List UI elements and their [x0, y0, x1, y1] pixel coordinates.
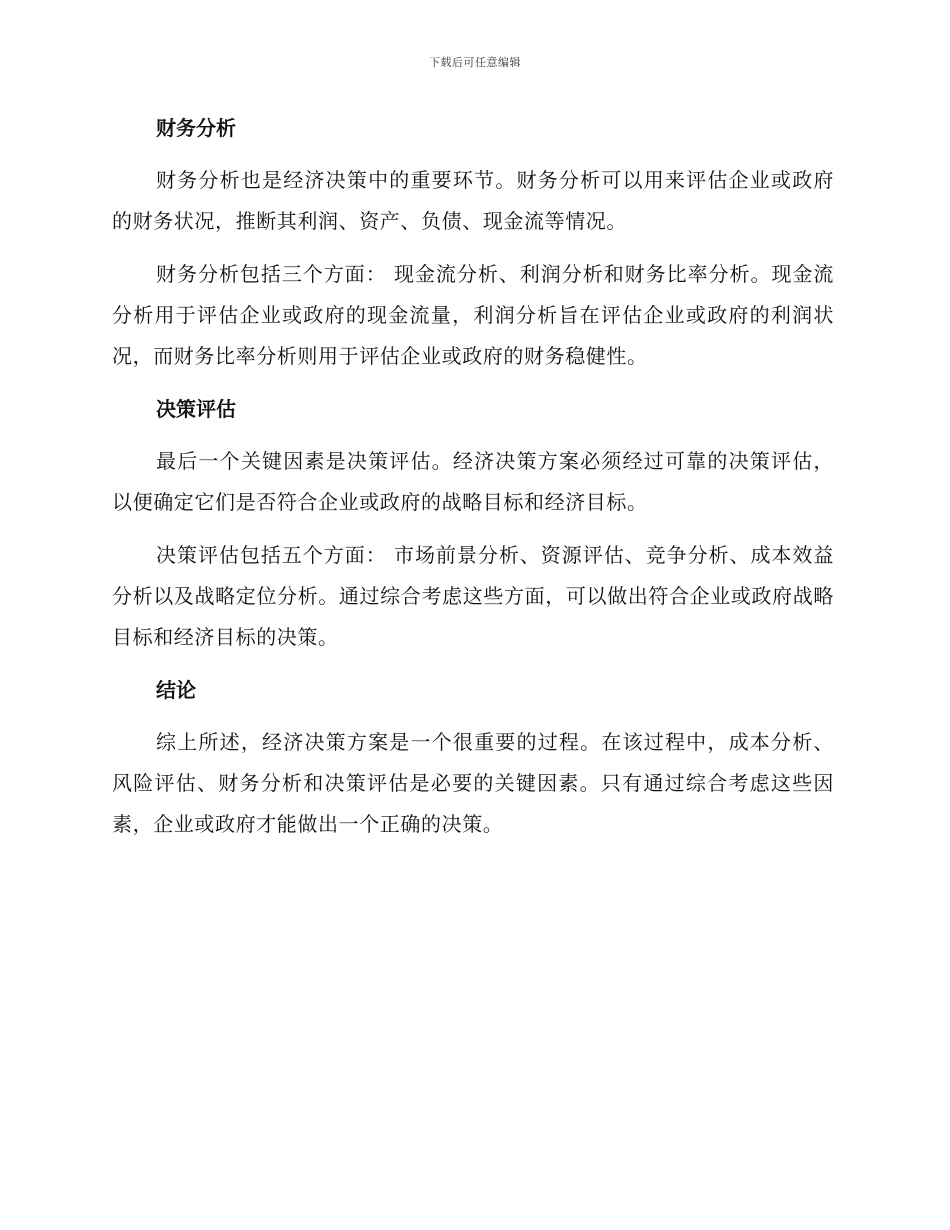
section-heading-conclusion: 结论 [156, 678, 196, 702]
finance-paragraph-2: 财务分析包括三个方面： 现金流分析、利润分析和财务比率分析。现金流分析用于评估企业或政府的现金流量，利润分析旨在评估企业或政府的利润状况，而财务比率分析则用于评估企业或政府的财务稳健性。 [112, 262, 834, 368]
document-body [112, 108, 834, 845]
conclusion-paragraph-1: 综上所述，经济决策方案是一个很重要的过程。在该过程中，成本分析、风险评估、财务分析和决策评估是必要的关键因素。只有通过综合考虑这些因素，企业或政府才能做出一个正确的决策。 [112, 730, 834, 836]
page-header: 下载后可任意编辑 [429, 56, 521, 69]
decision-paragraph-2: 决策评估包括五个方面： 市场前景分析、资源评估、竞争分析、成本效益分析以及战略定位分析。通过综合考虑这些方面，可以做出符合企业或政府战略目标和经济目标的决策。 [112, 543, 834, 649]
section-heading-decision: 决策评估 [156, 397, 236, 421]
section-heading-finance: 财务分析 [156, 116, 236, 140]
decision-paragraph-1: 最后一个关键因素是决策评估。经济决策方案必须经过可靠的决策评估，以便确定它们是否符合企业或政府的战略目标和经济目标。 [112, 449, 834, 514]
finance-paragraph-1: 财务分析也是经济决策中的重要环节。财务分析可以用来评估企业或政府的财务状况，推断其利润、资产、负债、现金流等情况。 [112, 168, 834, 233]
